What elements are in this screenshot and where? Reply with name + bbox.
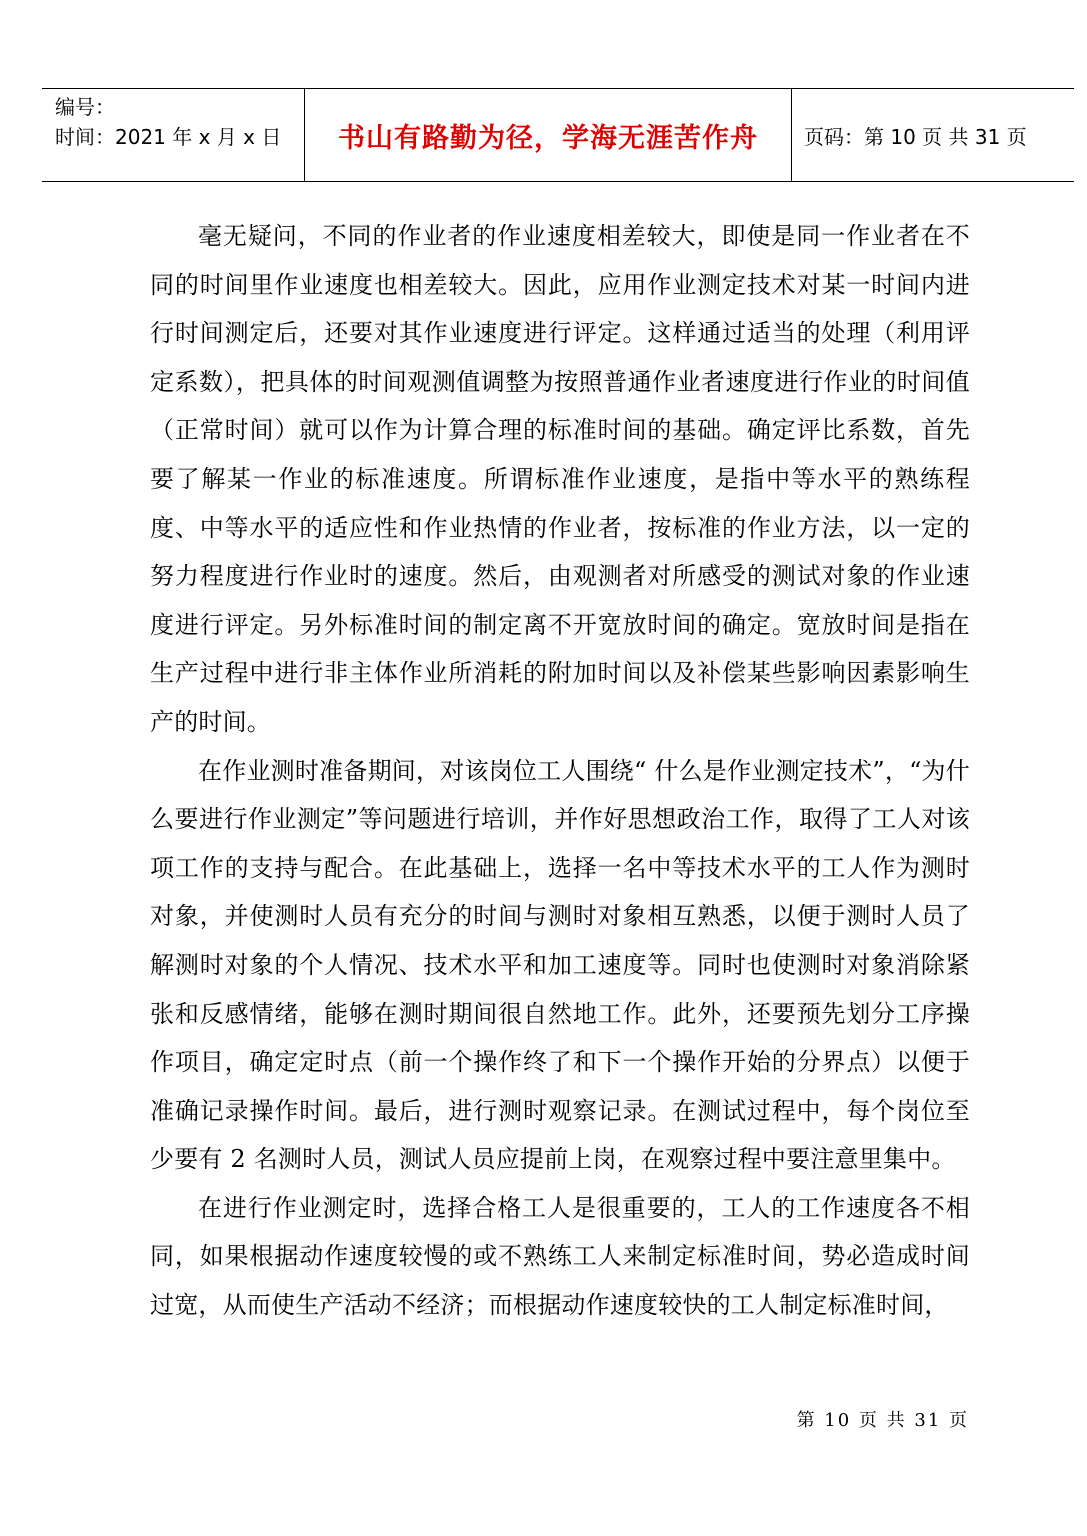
header-page-number: 页码：第 10 页 共 31 页 (804, 124, 1027, 149)
header-meta-cell (42, 89, 305, 181)
body-paragraph: 在进行作业测定时，选择合格工人是很重要的，工人的工作速度各不相同，如果根据动作速度较慢的或不熟练工人来制定标准时间，势必造成时间过宽，从而使生产活动不经济；而根据动作速度较快的工人制定标准时间， (150, 1193, 970, 1320)
document-number-label: 编号： (55, 95, 115, 119)
document-header (42, 88, 1074, 182)
body-paragraph: 毫无疑问，不同的作业者的作业速度相差较大，即使是同一作业者在不同的时间里作业速度也相差较大。因此，应用作业测定技术对某一时间内进行时间测定后，还要对其作业速度进行评定。这样通过适当的处理（利用评定系数），把具体的时间观测值调整为按照普通作业者速度进行作业的时间值（正常时间）就可以作为计算合理的标准时间的基础。确定评比系数，首先要了解某一作业的标准速度。所谓标准作业速度，是指中等水平的熟练程度、中等水平的适应性和作业热情的作业者，按标准的作业方法，以一定的努力程度进行作业时的速度。然后，由观测者对所感受的测试对象的作业速度进行评定。另外标准时间的制定离不开宽放时间的确定。宽放时间是指在生产过程中进行非主体作业所消耗的附加时间以及补偿某些影响因素影响生产的时间。 (150, 222, 970, 736)
body-paragraph: 在作业测时准备期间，对该岗位工人围绕“ 什么是作业测定技术”，“为什么要进行作业测定”等问题进行培训，并作好思想政治工作，取得了工人对该项工作的支持与配合。在此基础上，选择一名中等技术水平的工人作为测时对象，并使测时人员有充分的时间与测时对象相互熟悉，以便于测时人员了解测时对象的个人情况、技术水平和加工速度等。同时也使测时对象消除紧张和反感情绪，能够在测时期间很自然地工作。此外，还要预先划分工序操作项目，确定定时点（前一个操作终了和下一个操作开始的分界点）以便于准确记录操作时间。最后，进行测时观察记录。在测试过程中，每个岗位至少要有 2 名测时人员，测试人员应提前上岗，在观察过程中要注意里集中。 (150, 756, 970, 1174)
header-page-cell (792, 89, 1074, 181)
document-body (150, 212, 970, 1330)
document-date-label: 时间：2021 年 x 月 x 日 (55, 125, 282, 149)
header-motto: 书山有路勤为径，学海无涯苦作舟 (338, 122, 758, 154)
page-footer: 第 10 页 共 31 页 (796, 1410, 969, 1431)
header-motto-cell (305, 89, 792, 181)
